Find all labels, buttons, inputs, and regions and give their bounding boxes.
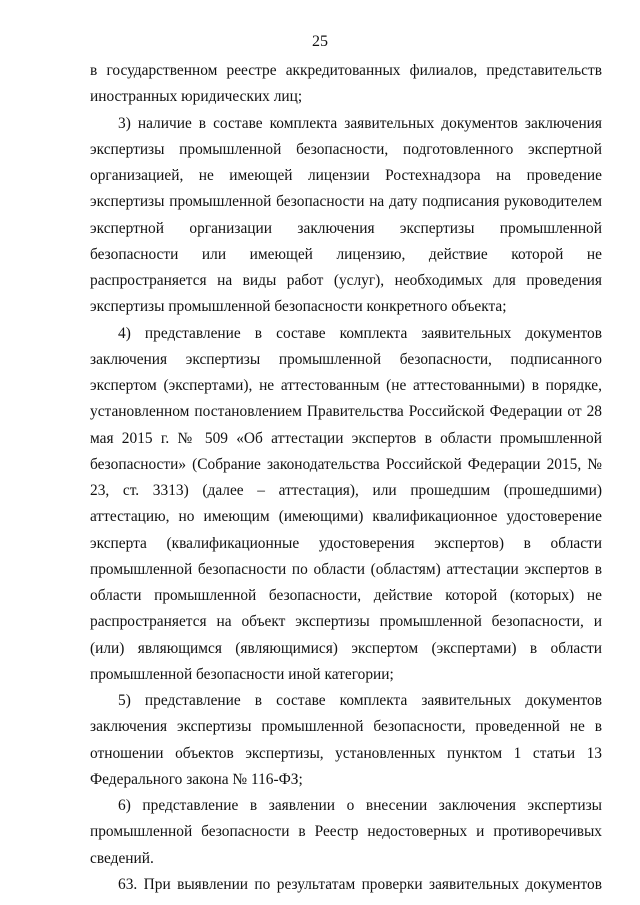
document-body bbox=[90, 58, 602, 898]
paragraph-clause-63: 63. При выявлении по результатам проверки заявительных документов bbox=[118, 875, 602, 893]
paragraph-item-5: 5) представление в составе комплекта заявительных документов заключения экспертизы промышленной безопасности, проведенной не в отношении объектов экспертизы, установленных пунктом 1 статьи 13 Федерального закона № 116-ФЗ; bbox=[90, 692, 602, 788]
paragraph-item-4: 4) представление в составе комплекта заявительных документов заключения экспертизы промышленной безопасности, подписанного экспертом (экспертами), не аттестованным (не аттестованными) в порядке, установленном постановлением Правительства Российской Федерации от 28 мая 2015 г. № 509 «Об аттестации экспертов в области промышленной безопасности» (Собрание законодательства Российской Федерации 2015, № 23, ст. 3313) (далее – аттестация), или прошедшим (прошедшими) аттестацию, но имеющим (имеющими) квалификационное удостоверение эксперта (квалификационные удостоверения экспертов) в области промышленной безопасности по области (областям) аттестации экспертов в области промышленной безопасности, действие которой (которых) не распространяется на объект экспертизы промышленной безопасности, и (или) являющимся (являющимися) экспертом (экспертами) в области промышленной безопасности иной категории; bbox=[90, 324, 602, 683]
page-number: 25 bbox=[312, 33, 328, 50]
paragraph-continuation: в государственном реестре аккредитованных филиалов, представительств иностранных юридических лиц; bbox=[90, 62, 602, 106]
paragraph-item-6: 6) представление в заявлении о внесении заключения экспертизы промышленной безопасности в Реестр недостоверных и противоречивых сведений. bbox=[90, 797, 602, 867]
paragraph-item-3: 3) наличие в составе комплекта заявительных документов заключения экспертизы промышленной безопасности, подготовленного экспертной организацией, не имеющей лицензии Ростехнадзора на проведение экспертизы промышленной безопасности на дату подписания руководителем экспертной организации заключения экспертизы промышленной безопасности или имеющей лицензию, действие которой не распространяется на виды работ (услуг), необходимых для проведения экспертизы промышленной безопасности конкретного объекта; bbox=[90, 114, 602, 316]
